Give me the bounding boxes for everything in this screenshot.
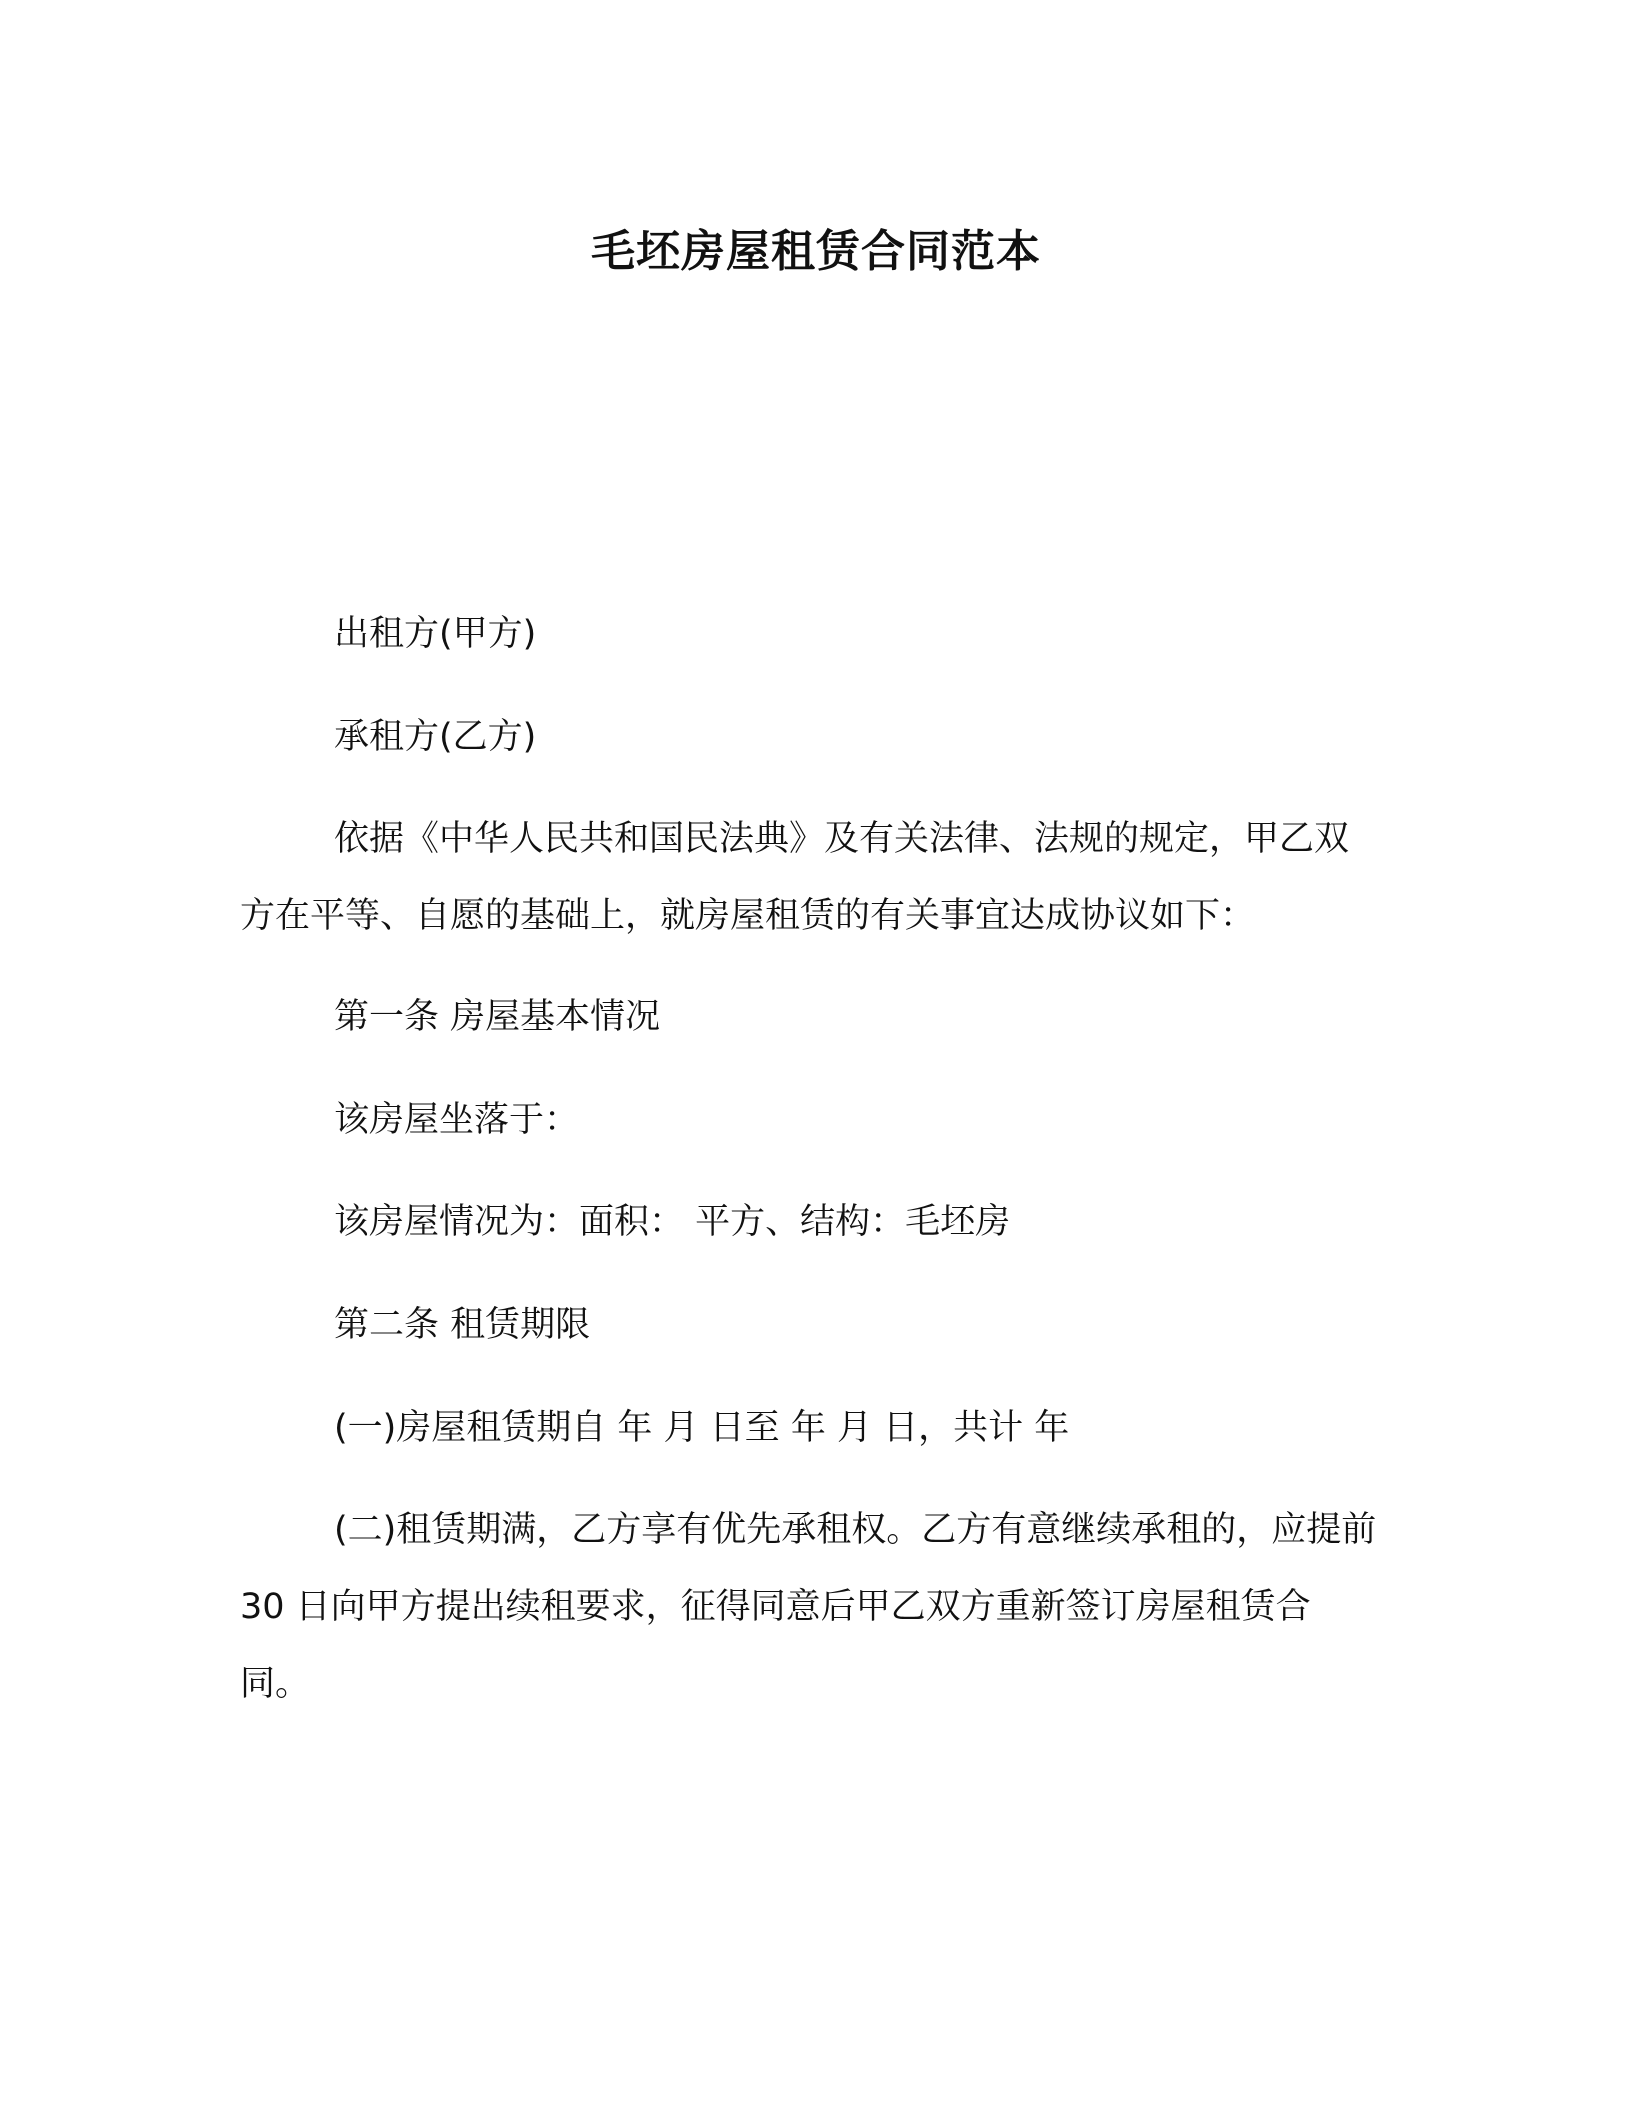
document-title: 毛坯房屋租赁合同范本 (591, 226, 1041, 277)
basis-paragraph: 依据《中华人民共和国民法典》及有关法律、法规的规定，甲乙双方在平等、自愿的基础上，就房屋租赁的有关事宜达成协议如下： (240, 819, 1350, 936)
lessee-line: 承租方(乙方) (334, 717, 537, 757)
lease-term-clause: (一)房屋租赁期自 年 月 日至 年 月 日，共计 年 (334, 1408, 1070, 1448)
article-2-heading: 第二条 租赁期限 (334, 1305, 591, 1345)
article-1-heading: 第一条 房屋基本情况 (334, 997, 661, 1037)
location-line: 该房屋坐落于： (334, 1100, 580, 1140)
property-details-line: 该房屋情况为：面积： 平方、结构：毛坯房 (334, 1202, 1011, 1242)
renewal-clause: (二)租赁期满，乙方享有优先承租权。乙方有意继续承租的，应提前 30 日向甲方提出续租要求，征得同意后甲乙双方重新签订房屋租赁合同。 (240, 1510, 1377, 1704)
lessor-line: 出租方(甲方) (334, 614, 537, 654)
